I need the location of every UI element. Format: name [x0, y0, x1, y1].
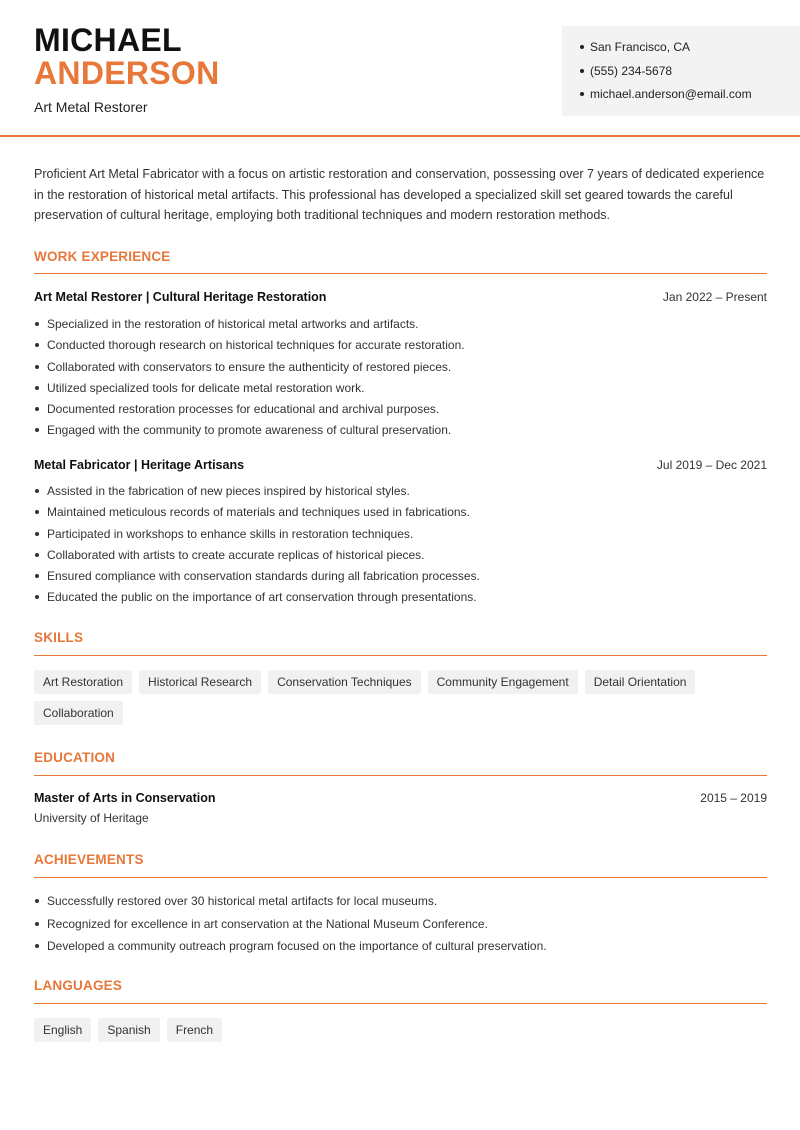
section-divider — [34, 775, 767, 776]
list-item: Assisted in the fabrication of new pieces inspired by historical styles. — [34, 483, 767, 504]
contact-email[interactable]: michael.anderson@email.com — [580, 85, 800, 109]
list-item: Maintained meticulous records of materials and techniques used in fabrications. — [34, 504, 767, 525]
resume-header — [0, 0, 800, 137]
section-title-achievements: ACHIEVEMENTS — [34, 852, 144, 867]
list-item: Collaborated with conservators to ensure the authenticity of restored pieces. — [34, 359, 767, 380]
section-divider — [34, 655, 767, 656]
skill-tag: Community Engagement — [428, 670, 578, 694]
achievements-list — [34, 893, 767, 961]
last-name: ANDERSON — [34, 55, 220, 91]
list-item: Developed a community outreach program focused on the importance of cultural preservation. — [34, 938, 767, 961]
section-title-education: EDUCATION — [34, 750, 116, 765]
list-item: Ensured compliance with conservation standards during all fabrication processes. — [34, 568, 767, 589]
candidate-name — [34, 24, 220, 90]
contact-phone: (555) 234-5678 — [580, 62, 800, 86]
professional-summary: Proficient Art Metal Fabricator with a focus on artistic restoration and conservation, possessing over 7 years of dedicated experience in the restoration of historical metal artifacts. This professional has developed a specialized skill set geared towards the careful preservation of cultural heritage, employing both traditional techniques and modern restoration methods. — [34, 167, 765, 222]
list-item: Recognized for excellence in art conservation at the National Museum Conference. — [34, 916, 767, 939]
skills-tags — [34, 670, 769, 725]
language-tag: Spanish — [98, 1018, 159, 1042]
education-degree: Master of Arts in Conservation — [34, 791, 216, 805]
skill-tag: Detail Orientation — [585, 670, 696, 694]
education-school: University of Heritage — [34, 811, 149, 825]
skill-tag: Conservation Techniques — [268, 670, 421, 694]
first-name: MICHAEL — [34, 22, 182, 58]
languages-tags — [34, 1018, 769, 1042]
contact-location: San Francisco, CA — [580, 38, 800, 62]
contact-box — [562, 26, 800, 116]
job-2-date: Jul 2019 – Dec 2021 — [656, 458, 767, 472]
list-item: Participated in workshops to enhance skills in restoration techniques. — [34, 526, 767, 547]
skill-tag: Collaboration — [34, 701, 123, 725]
section-divider — [34, 1003, 767, 1004]
language-tag: English — [34, 1018, 91, 1042]
skill-tag: Historical Research — [139, 670, 261, 694]
language-tag: French — [167, 1018, 222, 1042]
job-1-bullets — [34, 316, 767, 444]
list-item: Collaborated with artists to create accurate replicas of historical pieces. — [34, 547, 767, 568]
job-title: Art Metal Restorer — [34, 99, 148, 115]
section-title-skills: SKILLS — [34, 630, 84, 645]
list-item: Documented restoration processes for educational and archival purposes. — [34, 401, 767, 422]
job-2-title: Metal Fabricator | Heritage Artisans — [34, 458, 245, 472]
education-date: 2015 – 2019 — [700, 791, 767, 805]
job-1-date: Jan 2022 – Present — [662, 290, 767, 304]
skill-tag: Art Restoration — [34, 670, 132, 694]
list-item: Successfully restored over 30 historical metal artifacts for local museums. — [34, 893, 767, 916]
section-divider — [34, 273, 767, 274]
list-item: Engaged with the community to promote awareness of cultural preservation. — [34, 422, 767, 443]
list-item: Educated the public on the importance of art conservation through presentations. — [34, 589, 767, 610]
job-2-bullets — [34, 483, 767, 611]
section-divider — [34, 877, 767, 878]
list-item: Specialized in the restoration of historical metal artworks and artifacts. — [34, 316, 767, 337]
section-title-languages: LANGUAGES — [34, 978, 123, 993]
list-item: Conducted thorough research on historical techniques for accurate restoration. — [34, 337, 767, 358]
list-item: Utilized specialized tools for delicate metal restoration work. — [34, 380, 767, 401]
job-1-title: Art Metal Restorer | Cultural Heritage Restoration — [34, 290, 327, 304]
section-title-work-experience: WORK EXPERIENCE — [34, 249, 171, 264]
